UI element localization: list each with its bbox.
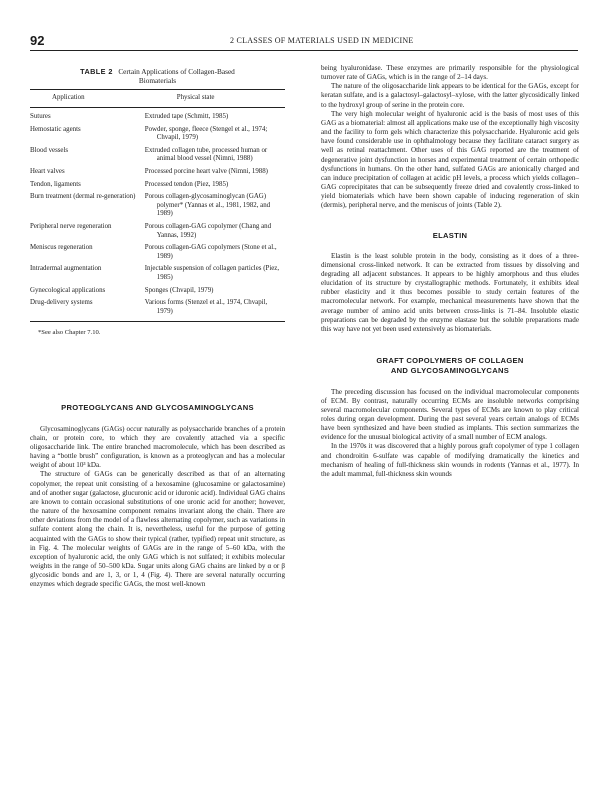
cell-physical-state: Porous collagen-GAG copolymer (Chang and Yannas, 1992) (144, 222, 272, 239)
table-label: TABLE 2 (80, 67, 113, 76)
cell-application: Burn treatment (dermal re-generation) (30, 193, 136, 201)
header-rule (30, 50, 578, 51)
cell-physical-state: Porous collagen-GAG copolymers (Stone et al., 1989) (144, 244, 277, 260)
table-row (30, 126, 285, 147)
paragraph: Elastin is the least soluble protein in the body, consisting as it does of a three-dimensional cross-linked network. It can be extracted from tissues by dissolving and degrading all adjacent substances. It appears to be highly amorphous and thus eludes elucidation of its structure by crystallographic methods. Fortunately, it exhibits ideal rubber elasticity and it thus becomes possible to study certain features of the macromolecular network. For example, mechanical measurements have shown that the average number of amino acid units between cross-links is 71–84. Insoluble elastic preparations can be degraded by the enzyme elastase but the soluble preparations made this way have not yet been used extensively as biomaterials. (321, 251, 579, 333)
paragraph: The very high molecular weight of hyaluronic acid is the basis of most uses of this GAG as a biomaterial: almost all applications make use of the exceptionally high viscosity and the facility to form gels which characterize this polysaccharide. Hyaluronic acid gels have found considerable use in ophthalmology because they facilitate cataract surgery as well as retinal reattachment. Other uses of this GAG reported are the treatment of degenerative joint dysfunction in horses and experimental treatment of certain orthopedic dysfunctions in humans. On the other hand, sulfated GAGs are anionically charged and can induce precipitation of collagen at acidic pH levels, a process which yields collagen–GAG coprecipitates that can be subsequently freeze dried and covalently cross-linked to yield biomaterials which have been shown capable of inducing regeneration of skin (dermis), peripheral nerve, and the meniscus of joints (Table 2). (321, 109, 579, 210)
table-footnote: *See also Chapter 7.10. (38, 329, 101, 337)
paragraph: The nature of the oligosaccharide link appears to be identical for the GAGs, except for keratan sulfate, and is a galactosyl–galactosyl–xylose, with the latter glycosidically linked to the hydroxyl group of serine in the protein core. (321, 82, 579, 109)
cell-application: Heart valves (30, 167, 65, 175)
left-column (30, 64, 285, 589)
heading-graft-line2: AND GLYCOSAMINOGLYCANS (390, 366, 510, 376)
page-number: 92 (30, 33, 45, 48)
table-row (30, 299, 285, 322)
cell-physical-state: Injectable suspension of collagen particles (Piez, 1985) (144, 265, 280, 281)
cell-application: Intradermal augmentation (30, 265, 102, 273)
paragraph: Glycosaminoglycans (GAGs) occur naturally as polysaccharide branches of a protein chain, or protein core, to which they are covalently attached via a specific oligosaccharide link. The entire branched macromolecule, which has been described as having a “bottle brush” configuration, is known as a proteoglycan and has a molecular weight of about 10³ kDa. (30, 424, 285, 470)
heading-proteoglycans: PROTEOGLYCANS AND GLYCOSAMINOGLYCANS (61, 403, 254, 413)
cell-application: Drug-delivery systems (30, 299, 145, 322)
table-row (30, 147, 285, 168)
cell-application: Meniscus regeneration (30, 244, 93, 252)
cell-physical-state: Powder, sponge, fleece (Stengel et al., 1974; Chvapil, 1979) (144, 125, 268, 142)
cell-physical-state: Processed porcine heart valve (Nimni, 1988) (144, 167, 268, 175)
cell-physical-state: Extruded tape (Schmitt, 1985) (144, 113, 229, 120)
paragraph: The preceding discussion has focused on the individual macromolecular components of ECM. By contrast, naturally occurring ECMs are insoluble networks comprising several macromolecular components. Several types of ECMs are known to play critical roles during organ development. During the past several years certain analogs of ECMs have been synthesized and have been studied as implants. This section summarizes the evidence for the unusual biological activity of a small number of ECM analogs. (321, 387, 579, 442)
table-row (30, 223, 285, 244)
table-row (30, 193, 285, 223)
table-row (30, 265, 285, 286)
table-caption (30, 67, 285, 85)
column-header-physical-state: Physical state (145, 90, 285, 108)
cell-physical-state: Porous collagen-glycosaminoglycan (GAG) polymer* (Yannas et al., 1981, 1982, and 1989) (144, 193, 271, 218)
heading-graft-line1: GRAFT COPOLYMERS OF COLLAGEN (376, 356, 524, 366)
cell-application: Gynecological applications (30, 286, 106, 294)
cell-physical-state: Various forms (Stenzel et al., 1974, Chvapil, 1979) (145, 299, 285, 322)
cell-application: Tendon, ligaments (30, 180, 81, 188)
table-title-line2: Biomaterials (138, 76, 177, 86)
running-head: 2 CLASSES OF MATERIALS USED IN MEDICINE (230, 36, 414, 45)
table-row (30, 244, 285, 265)
right-column (321, 64, 579, 479)
cell-application: Hemostatic agents (30, 125, 81, 133)
heading-graft-copolymers (321, 356, 579, 376)
paragraph: being hyaluronidase. These enzymes are primarily responsible for the physiological turnover rate of GAGs, which is in the range of 2–14 days. (321, 64, 579, 82)
table-row (30, 181, 285, 194)
cell-physical-state: Processed tendon (Piez, 1985) (144, 180, 229, 188)
table-title-line1: Certain Applications of Collagen-Based (118, 67, 235, 76)
cell-application: Blood vessels (30, 146, 69, 154)
column-header-application: Application (30, 90, 145, 108)
table-header-row (30, 90, 285, 108)
table-row (30, 168, 285, 181)
cell-application: Peripheral nerve regeneration (30, 222, 112, 230)
heading-elastin: ELASTIN (432, 230, 468, 240)
paragraph: The structure of GAGs can be generically described as that of an alternating copolymer, the repeat unit consisting of a hexosamine (glucosamine or galactosamine) and of another sugar (galactose, glucuronic acid or iduronic acid). Individual GAG chains are known to contain occasional substitutions of one uronic acid for another; however, the nature of the hexosamine component remains invariant along the chain. There are other deviations from the model of a flawless alternating copolymer, such as variations in sulfate content along the chain. It is, nevertheless, useful for the purpose of getting acquainted with the GAGs to show their typical (rather, typified) repeat unit structure, as in Fig. 4. The molecular weights of GAGs are in the range of 5–60 kDa, with the exception of hyaluronic acid, the only GAG which is not sulfated; it exhibits molecular weights in the range of 50–500 kDa. Sugar units along GAG chains are linked by α or β glycosidic bonds and are 1, 3, or 1, 4 (Fig. 4). There are several naturally occurring enzymes which degrade specific GAGs, the most well-known (30, 470, 285, 589)
cell-physical-state: Extruded collagen tube, processed human or animal blood vessel (Nimni, 1988) (144, 146, 268, 163)
table-row (30, 287, 285, 300)
page-header (30, 33, 578, 48)
paragraph: In the 1970s it was discovered that a highly porous graft copolymer of type 1 collagen and chondroitin 6-sulfate was capable of modifying dramatically the kinetics and mechanism of healing of full-thickness skin wounds in rodents (Yannas et al., 1977). In the adult mammal, full-thickness skin wounds (321, 442, 579, 478)
applications-table (30, 89, 285, 322)
cell-physical-state: Sponges (Chvapil, 1979) (144, 286, 214, 294)
cell-application: Sutures (30, 113, 51, 120)
table-row (30, 108, 285, 126)
